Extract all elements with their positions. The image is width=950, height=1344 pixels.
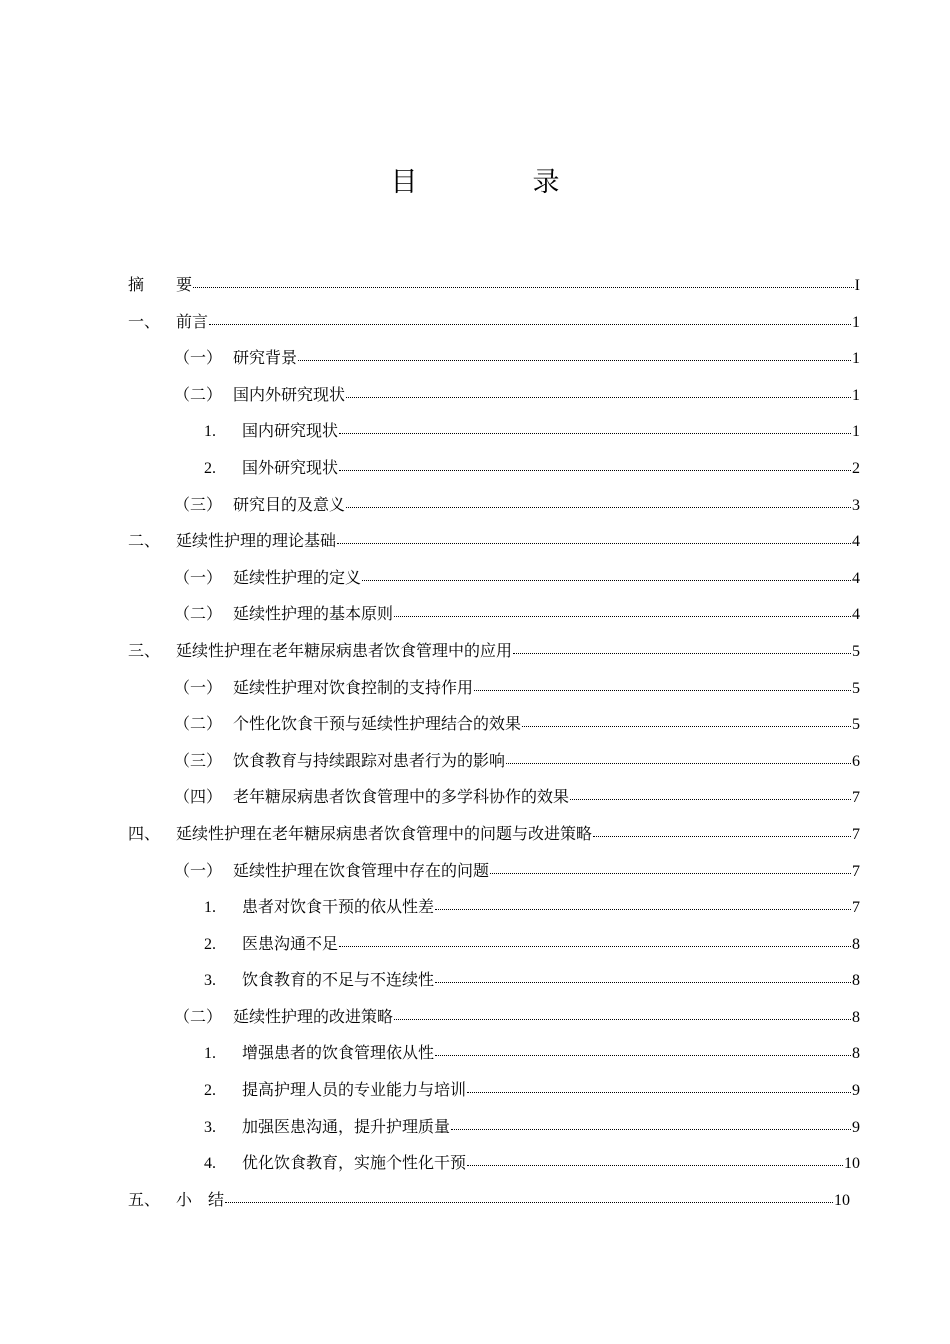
toc-leader-dots: [451, 1129, 851, 1130]
toc-entry[interactable]: [128, 272, 860, 309]
toc-entry-number: （四）: [174, 787, 223, 807]
toc-entry-label: 前言: [176, 311, 209, 331]
toc-entry-page: 9: [852, 1082, 860, 1100]
toc-entry[interactable]: [128, 748, 860, 785]
toc-entry-page: 3: [852, 496, 860, 514]
toc-leader-dots: [337, 543, 851, 544]
toc-entry[interactable]: [128, 1114, 860, 1151]
toc-entry[interactable]: [128, 1040, 860, 1077]
toc-entry[interactable]: [128, 382, 860, 419]
toc-leader-dots: [513, 653, 851, 654]
toc-entry-number: 2.: [204, 935, 216, 953]
toc-entry[interactable]: [128, 601, 860, 638]
toc-entry-label: 延续性护理的基本原则: [233, 604, 394, 624]
toc-entry-number: 1.: [204, 423, 216, 441]
toc-leader-dots: [467, 1092, 851, 1093]
toc-entry[interactable]: [128, 894, 860, 931]
toc-entry-number: 摘: [128, 275, 145, 294]
toc-leader-dots: [225, 1202, 833, 1203]
toc-entry-number: （二）: [174, 1006, 223, 1026]
toc-leader-dots: [298, 360, 851, 361]
toc-entry-label: 饮食教育的不足与不连续性: [242, 970, 435, 990]
toc-title: 目 录: [390, 167, 604, 198]
toc-entry-number: 1.: [204, 899, 216, 917]
toc-entry-label: 提高护理人员的专业能力与培训: [242, 1080, 467, 1100]
toc-entry[interactable]: [128, 675, 860, 712]
toc-leader-dots: [522, 726, 851, 727]
toc-entry-page: 1: [852, 313, 860, 331]
toc-entry[interactable]: [128, 1187, 850, 1224]
toc-entry-page: 8: [852, 1008, 860, 1026]
toc-leader-dots: [490, 873, 851, 874]
toc-entry-label: 优化饮食教育，实施个性化干预: [242, 1153, 467, 1173]
toc-leader-dots: [593, 836, 851, 837]
toc-entry-page: 5: [852, 716, 860, 734]
toc-leader-dots: [467, 1165, 843, 1166]
toc-entry-number: 三、: [128, 640, 161, 660]
toc-entry-page: 10: [844, 1155, 860, 1173]
toc-entry-number: （二）: [174, 604, 223, 624]
toc-entry-label: 研究目的及意义: [233, 494, 346, 514]
toc-entry-page: 8: [852, 1045, 860, 1063]
toc-entry[interactable]: [128, 821, 860, 858]
toc-entry[interactable]: [128, 931, 860, 968]
toc-leader-dots: [394, 616, 851, 617]
toc-entry-label: 延续性护理对饮食控制的支持作用: [233, 677, 474, 697]
toc-entry-page: 9: [852, 1118, 860, 1136]
toc-entry-number: （二）: [174, 714, 223, 734]
toc-entry[interactable]: [128, 309, 860, 346]
toc-entry-page: 1: [852, 350, 860, 368]
toc-entry-page: 5: [852, 642, 860, 660]
toc-entry[interactable]: [128, 528, 860, 565]
toc-entry-number: （一）: [174, 348, 223, 368]
toc-entry-number: （一）: [174, 860, 223, 880]
toc-entry-label: 患者对饮食干预的依从性差: [242, 897, 435, 917]
toc-entry[interactable]: [128, 455, 860, 492]
toc-entry-number: （三）: [174, 750, 223, 770]
toc-leader-dots: [506, 763, 851, 764]
toc-entry[interactable]: [128, 858, 860, 895]
toc-leader-dots: [362, 580, 851, 581]
toc-entry[interactable]: [128, 1077, 860, 1114]
toc-entry-label: 饮食教育与持续跟踪对患者行为的影响: [233, 750, 506, 770]
toc-entry-page: 7: [852, 789, 860, 807]
toc-leader-dots: [435, 1055, 851, 1056]
toc-entry[interactable]: [128, 418, 860, 455]
toc-entry[interactable]: [128, 345, 860, 382]
toc-entry-number: 3.: [204, 972, 216, 990]
toc-entry[interactable]: [128, 1150, 860, 1187]
toc-leader-dots: [339, 946, 851, 947]
toc-entry-page: 1: [852, 386, 860, 404]
table-of-contents: [128, 272, 860, 1223]
toc-entry-page: 1: [852, 423, 860, 441]
toc-entry-label: 国内外研究现状: [233, 384, 346, 404]
toc-entry-label: 增强患者的饮食管理依从性: [242, 1043, 435, 1063]
toc-entry-number: （一）: [174, 567, 223, 587]
toc-leader-dots: [394, 1019, 851, 1020]
toc-entry[interactable]: [128, 565, 860, 602]
toc-entry-page: 4: [852, 569, 860, 587]
toc-entry-page: 4: [852, 606, 860, 624]
toc-entry-number: （一）: [174, 677, 223, 697]
toc-leader-dots: [209, 324, 851, 325]
toc-entry-label: 研究背景: [233, 348, 298, 368]
toc-entry-number: 1.: [204, 1045, 216, 1063]
toc-entry-label: 要: [176, 275, 193, 294]
toc-leader-dots: [339, 433, 851, 434]
toc-entry-label: 延续性护理的改进策略: [233, 1006, 394, 1026]
toc-leader-dots: [435, 909, 851, 910]
toc-entry-page: 4: [852, 533, 860, 551]
toc-entry-page: I: [854, 277, 860, 294]
toc-entry[interactable]: [128, 784, 860, 821]
toc-entry-number: 4.: [204, 1155, 216, 1173]
toc-leader-dots: [346, 507, 851, 508]
toc-entry-page: 8: [852, 935, 860, 953]
toc-leader-dots: [339, 470, 851, 471]
toc-entry[interactable]: [128, 967, 860, 1004]
toc-entry-label: 老年糖尿病患者饮食管理中的多学科协作的效果: [233, 787, 570, 807]
toc-entry-page: 7: [852, 825, 860, 843]
toc-entry-label: 延续性护理的定义: [233, 567, 362, 587]
toc-entry-page: 5: [852, 679, 860, 697]
toc-entry-label: 医患沟通不足: [242, 933, 339, 953]
toc-entry-number: （三）: [174, 494, 223, 514]
toc-entry-number: 2.: [204, 459, 216, 477]
toc-entry-number: 四、: [128, 823, 161, 843]
toc-entry[interactable]: [128, 492, 860, 529]
toc-entry-number: 一、: [128, 311, 161, 331]
toc-entry-page: 10: [834, 1191, 850, 1209]
toc-entry-label: 延续性护理的理论基础: [176, 531, 337, 551]
toc-entry-page: 7: [852, 899, 860, 917]
toc-entry-page: 8: [852, 972, 860, 990]
toc-leader-dots: [435, 982, 851, 983]
toc-entry-label: 国外研究现状: [242, 457, 339, 477]
toc-entry-label: 延续性护理在饮食管理中存在的问题: [233, 860, 490, 880]
toc-entry-number: 五、: [128, 1189, 161, 1209]
toc-entry-page: 2: [852, 459, 860, 477]
toc-entry-label: 小 结: [176, 1189, 225, 1209]
toc-entry-number: 2.: [204, 1082, 216, 1100]
toc-entry[interactable]: [128, 1004, 860, 1041]
toc-entry-number: 3.: [204, 1118, 216, 1136]
toc-entry-page: 6: [852, 752, 860, 770]
toc-entry-page: 7: [852, 862, 860, 880]
toc-leader-dots: [346, 397, 851, 398]
toc-entry-label: 国内研究现状: [242, 421, 339, 441]
toc-entry-number: （二）: [174, 384, 223, 404]
toc-entry-label: 延续性护理在老年糖尿病患者饮食管理中的应用: [176, 640, 513, 660]
toc-entry[interactable]: [128, 711, 860, 748]
toc-leader-dots: [570, 799, 851, 800]
toc-entry-label: 延续性护理在老年糖尿病患者饮食管理中的问题与改进策略: [176, 823, 593, 843]
toc-leader-dots: [474, 690, 851, 691]
toc-entry-number: 二、: [128, 531, 161, 551]
toc-entry-label: 加强医患沟通，提升护理质量: [242, 1116, 451, 1136]
toc-leader-dots: [193, 287, 854, 288]
toc-entry[interactable]: [128, 638, 860, 675]
toc-entry-label: 个性化饮食干预与延续性护理结合的效果: [233, 714, 522, 734]
